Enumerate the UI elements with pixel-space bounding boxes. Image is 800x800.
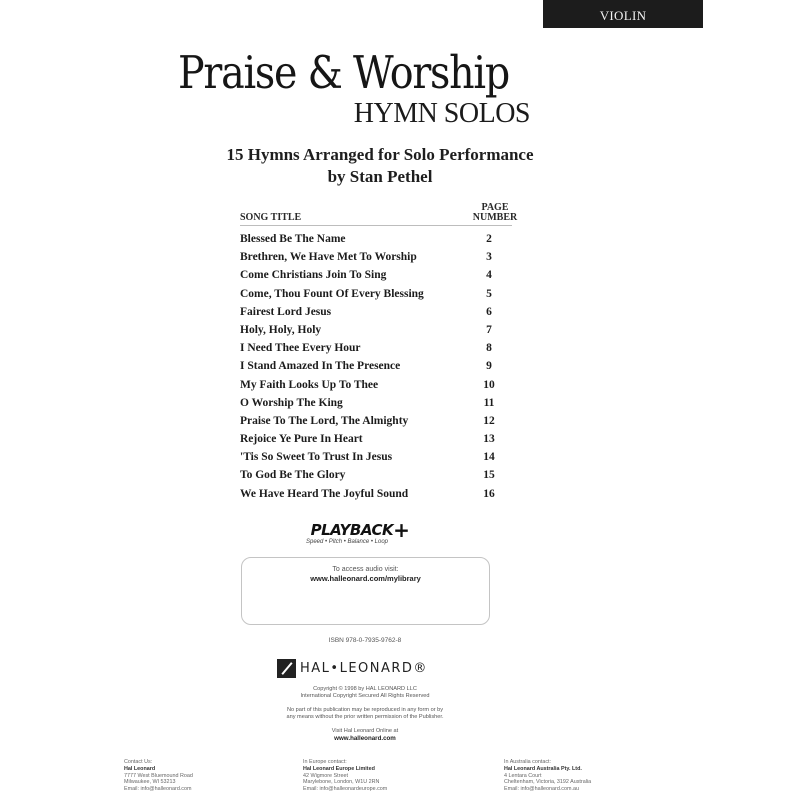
- page-number: 8: [486, 342, 492, 355]
- plus-icon: +: [393, 518, 410, 542]
- toc-row: [240, 248, 512, 266]
- song-title: O Worship The King: [240, 396, 343, 409]
- page-number: 13: [483, 433, 495, 446]
- book-subtitle: HYMN SOLOS: [353, 98, 530, 129]
- publisher-website[interactable]: www.halleonard.com: [334, 735, 396, 742]
- contact-europe: In Europe contact: Hal Leonard Europe Limited 42 Wigmore Street Marylebone, London, W1U 2RN Email: info@halleonardeurope.com: [303, 759, 388, 793]
- playback-tagline: Speed • Pitch • Balance • Loop: [305, 539, 389, 545]
- toc-row: [240, 394, 512, 412]
- song-title: 'Tis So Sweet To Trust In Jesus: [240, 451, 393, 464]
- toc-row: [240, 230, 512, 248]
- page-number: 10: [483, 378, 495, 391]
- audio-access-text: To access audio visit:: [332, 566, 399, 573]
- hal-leonard-logo: [277, 659, 428, 678]
- page-number: 2: [486, 233, 492, 245]
- song-title: Holy, Holy, Holy: [240, 323, 322, 336]
- audio-access-url[interactable]: www.halleonard.com/mylibrary: [310, 574, 421, 583]
- instrument-tab: VIOLIN: [543, 0, 703, 28]
- byline: [160, 144, 600, 188]
- toc-header-page-number: PAGE NUMBER: [472, 202, 518, 223]
- toc-row: [240, 339, 512, 357]
- toc-row: [240, 303, 512, 321]
- page-number: 3: [486, 251, 492, 264]
- hal-leonard-mark-icon: [277, 659, 296, 678]
- toc-row: [240, 430, 512, 448]
- toc-row: [240, 285, 512, 303]
- page-number: 15: [483, 469, 495, 482]
- page-number: 11: [483, 396, 495, 409]
- toc-row: [240, 485, 512, 503]
- song-title: Come Christians Join To Sing: [240, 269, 387, 282]
- page-number: 5: [486, 287, 492, 300]
- audio-access-box: [241, 557, 490, 625]
- copyright-block: Copyright © 1998 by HAL LEONARD LLC International Copyright Secured All Rights Reserved No part of this publication may be reproduced in any form or by any means without the prior written permission of the Publisher. Visit Hal Leonard Online at www.halleonard.com: [265, 686, 465, 743]
- isbn: ISBN 978-0-7935-9762-8: [328, 637, 402, 644]
- toc-row: [240, 412, 512, 430]
- book-title: Praise & Worship: [178, 46, 509, 99]
- song-title: Rejoice Ye Pure In Heart: [240, 433, 363, 446]
- toc-header-song-title: SONG TITLE: [240, 212, 302, 223]
- toc-row: [240, 321, 512, 339]
- song-title: Fairest Lord Jesus: [240, 305, 332, 318]
- page-number: 12: [483, 414, 495, 427]
- page-number: 16: [483, 487, 495, 500]
- toc-rows: [240, 226, 512, 503]
- page-number: 7: [486, 323, 492, 336]
- song-title: My Faith Looks Up To Thee: [240, 378, 379, 391]
- song-title: To God Be The Glory: [240, 469, 346, 482]
- toc-header: [240, 202, 518, 226]
- song-title: I Need Thee Every Hour: [240, 342, 361, 355]
- toc-row: [240, 266, 512, 284]
- song-title: I Stand Amazed In The Presence: [240, 360, 401, 373]
- page-number: 9: [486, 360, 492, 373]
- page-number: 14: [483, 451, 495, 464]
- page-number: 4: [486, 269, 492, 282]
- byline-author: by Stan Pethel: [327, 167, 433, 186]
- contact-us: Contact Us: Hal Leonard 7777 West Bluemound Road Milwaukee, WI 53213 Email: info@halleonard.com: [124, 759, 193, 793]
- song-title: Come, Thou Fount Of Every Blessing: [240, 287, 424, 300]
- toc-row: [240, 448, 512, 466]
- byline-description: 15 Hymns Arranged for Solo Performance: [226, 145, 534, 164]
- hal-leonard-wordmark: HAL•LEONARD®: [300, 661, 428, 676]
- toc-row: [240, 466, 512, 484]
- page-number: 6: [486, 305, 492, 318]
- song-title: Brethren, We Have Met To Worship: [240, 251, 417, 264]
- toc-row: [240, 376, 512, 394]
- song-title: Praise To The Lord, The Almighty: [240, 414, 409, 427]
- playback-plus-logo: PLAYBACK+ Speed • Pitch • Balance • Loop: [290, 522, 430, 546]
- contact-australia: In Australia contact: Hal Leonard Australia Pty. Ltd. 4 Lentara Court Cheltenham, Victoria, 3192 Australia Email: info@halleonard.com.au: [504, 759, 592, 793]
- toc-row: [240, 357, 512, 375]
- table-of-contents: [240, 202, 518, 503]
- song-title: Blessed Be The Name: [240, 233, 346, 245]
- song-title: We Have Heard The Joyful Sound: [240, 487, 409, 500]
